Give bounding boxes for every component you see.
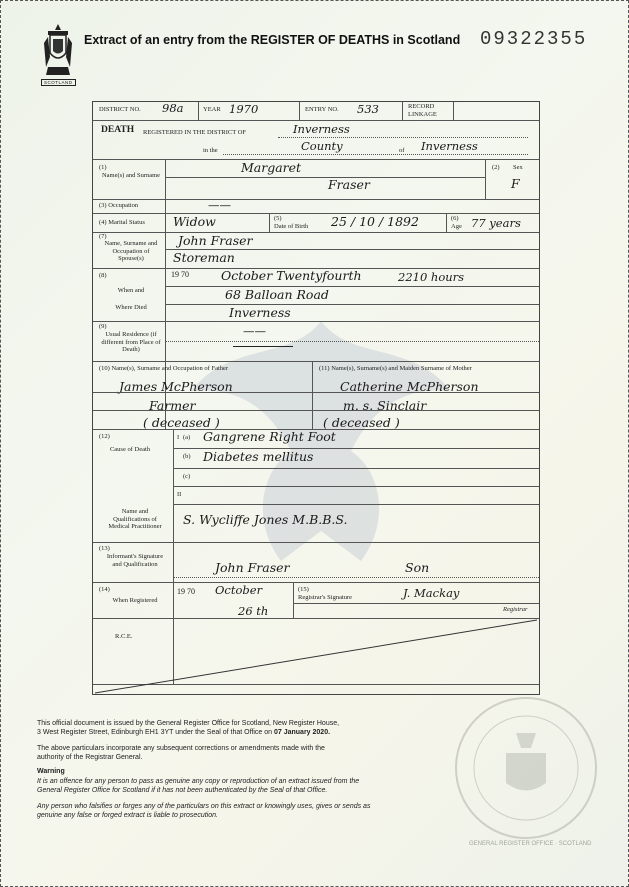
when-where-label: When and Where Died [115,287,147,311]
informant-label: Informant's Signature and Qualification [106,553,164,568]
mother-status: ( deceased ) [323,415,400,430]
num-9: (9) [99,323,107,330]
district-no-label: DISTRICT NO. [99,106,141,113]
year-label: YEAR [203,106,221,113]
crest-caption: SCOTLAND [41,79,76,86]
num-1: (1) [99,164,107,171]
mother-maiden: m. s. Sinclair [343,398,427,413]
registrar-signature: J. Mackay [403,586,460,600]
registrar-caption: Registrar [503,606,528,613]
entry-no: 533 [357,102,379,116]
reg-month: October [215,583,263,597]
rce-label: R.C.E. [115,633,133,640]
death-time: 2210 hours [398,270,465,284]
cancel-diagonal-line [93,618,539,694]
residence-label: Usual Residence (if different from Place of Death) [101,331,161,353]
warning-text-2: Any person who falsifies or forges any of the particulars on this extract or knowingly uses, gives or sends as genuine any false or forged extract is liable to prosecution. [37,803,371,819]
official-seal [451,693,601,843]
forename: Margaret [241,160,302,175]
death-date: October Twentyfourth [221,268,362,283]
footer-issue-text: This official document is issued by the General Register Office for Scotland, New Register House, 3 West Register Street, Edinburgh EH1 3YT under the Seal of that Office on 07 January 2020. [37,720,340,736]
cause-II: II [177,491,182,498]
warning-text-1: It is an offence for any person to pass as genuine any copy or reproduction of an extract issued from the General Register Office for Scotland if it has not been authenticated by the Seal of that Office. [37,778,360,794]
surname: Fraser [328,177,370,192]
cause-a: Gangrene Right Foot [203,429,336,444]
num-14: (14) [99,586,110,593]
father-label: (10) Name(s), Surname and Occupation of Father [99,365,229,372]
spouse-label: Name, Surname and Occupation of Spouse(s) [104,240,158,262]
father-status: ( deceased ) [143,415,220,430]
reg-year: 19 70 [177,587,195,596]
marital-label: (4) Marital Status [99,219,145,226]
death-year: 19 70 [171,270,189,279]
register-entry-frame [92,101,540,695]
cause-b-label: (b) [183,453,191,460]
issue-date: 07 January 2020. [273,729,331,736]
of-label: of [399,147,405,154]
age-label: (6) Age [451,215,462,230]
district-name: Inverness [293,122,350,136]
county-name: County [301,139,343,153]
dob-value: 25 / 10 / 1892 [331,214,419,229]
num-8: (8) [99,272,107,279]
document-title: Extract of an entry from the REGISTER OF DEATHS in Scotland [84,33,461,47]
occupation-value: —— [208,198,231,212]
num-2: (2) [492,164,500,171]
cause-I: I [177,434,180,441]
marital-value: Widow [173,214,216,229]
year-value: 1970 [229,102,259,116]
informant-relation: Son [405,560,430,575]
footer-amendment-text: The above particulars incorporate any subsequent corrections or amendments made with the authority of the Registrar General. [37,745,325,761]
cause-b: Diabetes mellitus [203,449,314,464]
occupation-label: (3) Occupation [99,202,139,209]
seal-text: GENERAL REGISTER OFFICE · SCOTLAND [469,841,592,847]
warning-heading: Warning [37,768,65,775]
mother-name: Catherine McPherson [340,379,479,394]
entry-no-label: ENTRY NO. [305,106,339,113]
royal-crest-icon [38,23,78,87]
cause-a-label: (a) [183,434,191,441]
mother-label: (11) Name(s), Surname(s) and Maiden Surname of Mother [319,365,472,372]
dob-label: (5) Date of Birth [274,215,309,230]
registered-label: When Registered [112,597,158,604]
num-12: (12) [99,433,110,440]
death-address-1: 68 Balloan Road [225,287,329,302]
district-no: 98a [162,101,184,115]
death-address-2: Inverness [229,305,291,320]
death-label: DEATH [101,125,135,135]
father-name: James McPherson [119,379,233,394]
in-the-label: in the [203,147,218,154]
spouse-occupation: Storeman [173,250,235,265]
county-of: Inverness [421,139,478,153]
informant-value: John Fraser [215,560,290,575]
cause-label: Cause of Death [109,446,151,453]
serial-number: 09322355 [480,28,588,50]
record-linkage-label: RECORD LINKAGE [408,103,437,118]
spouse-name: John Fraser [178,233,253,248]
registered-in-label: REGISTERED IN THE DISTRICT OF [143,129,247,136]
registrar-label: (15) Registrar's Signature [298,586,353,601]
cause-c-label: (c) [183,473,191,480]
practitioner-label: Name and Qualifications of Medical Practitioner [108,508,162,530]
name-label: Name(s) and Surname [101,172,161,179]
sex-value: F [511,176,520,191]
reg-day: 26 th [238,604,269,618]
father-occupation: Farmer [149,398,196,413]
sex-label: Sex [513,164,523,171]
residence-value: —— [243,324,266,338]
practitioner-value: S. Wycliffe Jones M.B.B.S. [183,512,348,527]
age-value: 77 years [471,216,521,230]
num-13: (13) [99,545,110,552]
num-7: (7) [99,233,107,240]
